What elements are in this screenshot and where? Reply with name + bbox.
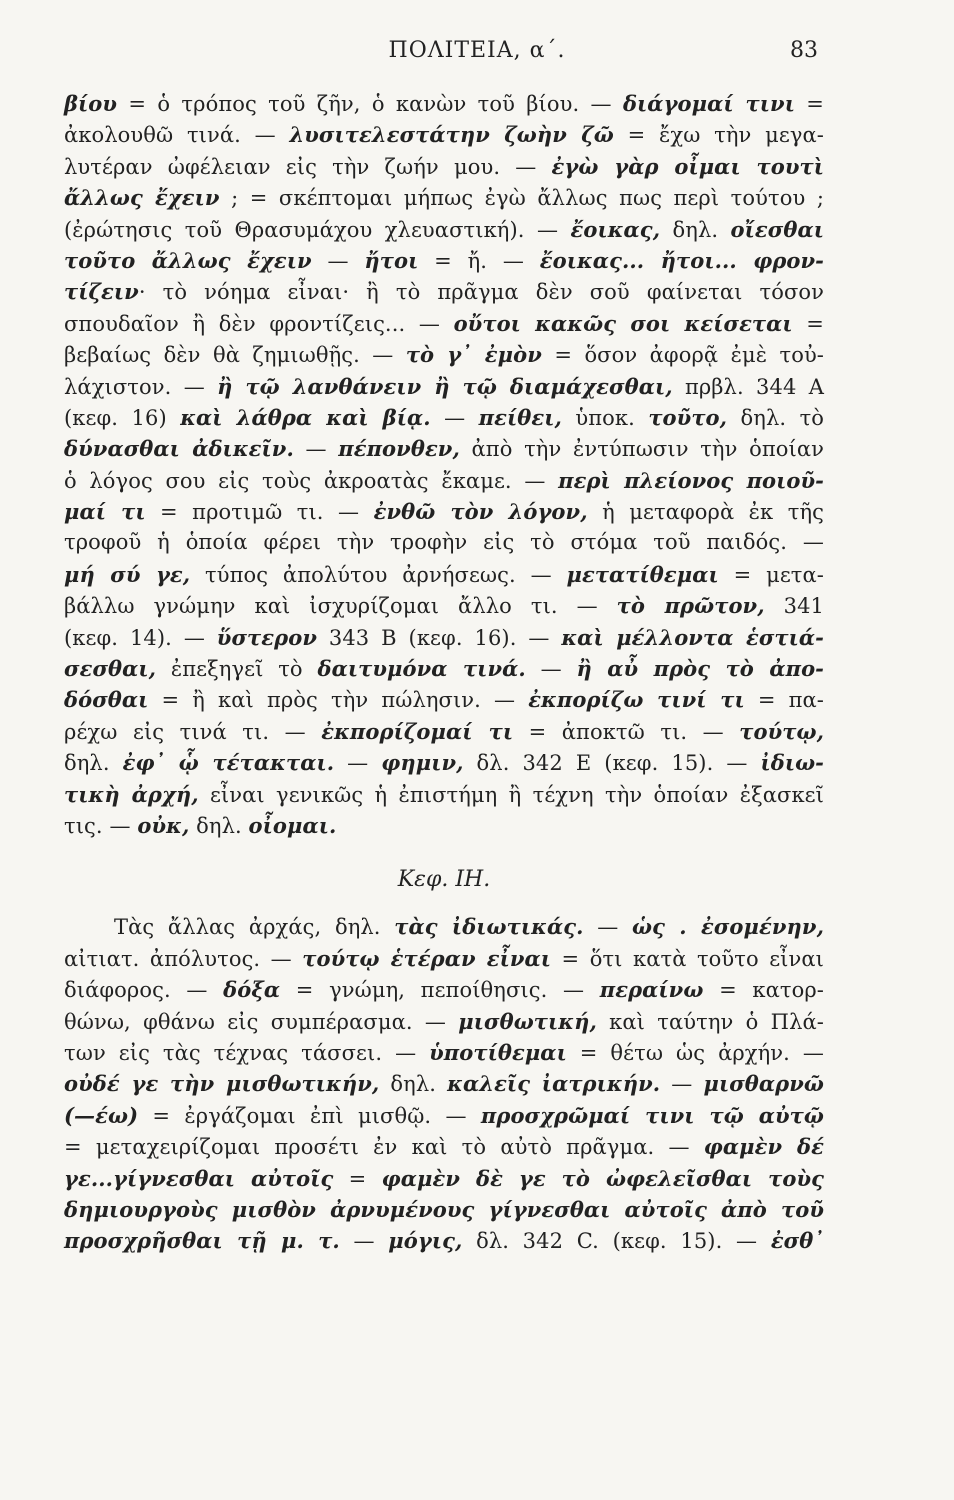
gloss-text: αἰτιατ. ἀπόλυτος. — [64, 946, 303, 971]
chapter-heading: Κεφ. ΙΗ. [397, 867, 491, 893]
gloss-text: εἶναι γενικῶς ἡ ἐπιστήμη ἢ τέχνη τὴν ὁποίαν ἐξασκεῖ [198, 782, 824, 807]
text-line [64, 559, 824, 590]
text-line [64, 747, 824, 778]
lemma-text: ἔοικας, [570, 216, 661, 242]
lemma-text: περαίνω [599, 977, 704, 1003]
gloss-text: δηλ. [379, 1072, 448, 1097]
text-line [64, 810, 824, 841]
lemma-text: ἐνθῶ τὸν λόγον, [373, 499, 588, 525]
text-line [64, 402, 824, 433]
gloss-text: Τὰς ἄλλας ἀρχάς, δηλ. [114, 915, 395, 940]
text-line [64, 465, 824, 496]
lemma-text: μαί τι [64, 499, 146, 525]
gloss-text: ὁ λόγος σου εἰς τοὺς ἀκροατὰς ἔκαμε. — [64, 468, 559, 493]
lemma-text: καὶ μέλλοντα ἑστιά- [561, 624, 824, 650]
lemma-text: τίζειν [64, 279, 139, 305]
lemma-text: ἐσθ᾽ [770, 1228, 824, 1254]
gloss-text: = ἀποκτῶ τι. — [513, 719, 740, 744]
gloss-text: = γνώμη, πεποίθησις. — [280, 978, 600, 1003]
lemma-text: ἐφ᾽ ᾧ τέτακται. [122, 750, 335, 776]
gloss-text: — [525, 657, 577, 682]
text-line [64, 1068, 824, 1099]
lemma-text: προσχρῶμαί τινι τῷ αὐτῷ [480, 1102, 824, 1128]
lemma-text: τὰς ἰδιωτικάς. [394, 914, 584, 940]
gloss-text: τύπος ἀπολύτου ἀρνήσεως. — [190, 562, 567, 587]
gloss-text: τροφοῦ ἡ ὁποία φέρει τὴν τροφὴν εἰς τὸ στόμα τοῦ παιδός. — [64, 530, 824, 555]
gloss-text: ἡ μεταφορὰ ἐκ τῆς [587, 500, 824, 525]
gloss-text: = ἐργάζομαι ἐπὶ μισθῷ. — [138, 1103, 481, 1128]
lemma-text: ὑποτίθεμαι [429, 1039, 567, 1065]
gloss-text: δηλ. τὸ [727, 405, 825, 430]
lemma-text: διάγομαί τινι [622, 91, 795, 116]
gloss-text: διάφορος. — [64, 978, 224, 1003]
gloss-text: (κεφ. 16) [64, 405, 181, 430]
lemma-text: πέπονθεν, [338, 436, 460, 462]
gloss-text: δλ. 342 C. (κεφ. 15). — [462, 1229, 771, 1254]
lemma-text: μή σύ γε, [64, 561, 191, 587]
gloss-text: 341 [764, 594, 824, 619]
lemma-text: δαιτυμόνα τινά. [317, 656, 526, 682]
lemma-text: δόξα [223, 977, 281, 1003]
lemma-text: ἢ αὖ πρὸς τὸ ἀπο- [576, 656, 824, 682]
gloss-text: ἀπὸ τὴν ἐντύπωσιν τὴν ὁποίαν [459, 437, 824, 462]
lemma-text: (—έω) [64, 1102, 139, 1128]
lemma-text: ἄλλως ἔχειν [64, 185, 220, 211]
gloss-text: = μεταχειρίζομαι προσέτι ἐν καὶ τὸ αὐτὸ πρᾶγμα. — [64, 1135, 704, 1160]
page-header [0, 34, 954, 74]
gloss-text: δηλ. [660, 217, 731, 242]
lemma-text: τοῦτο, [648, 404, 728, 430]
lemma-text: ὡς . ἐσομένην, [631, 914, 824, 940]
gloss-text: βεβαίως δὲν θὰ ζημιωθῇς. — [64, 343, 406, 368]
lemma-text: οἴεσθαι [730, 216, 824, 242]
text-line [64, 433, 824, 464]
lemma-text: περὶ πλείονος ποιοῦ- [558, 467, 824, 493]
lemma-text: καλεῖς ἰατρικήν. [447, 1071, 661, 1097]
lemma-text: οἶομαι. [248, 812, 337, 838]
gloss-text: σπουδαῖον ἢ δὲν φροντίζεις... — [64, 311, 454, 336]
lemma-text: οὐκ, [137, 812, 190, 838]
gloss-text: ἀκολουθῶ τινά. — [64, 123, 290, 148]
gloss-text: πρβλ. 344 A [672, 374, 824, 399]
lemma-text: ἐκπορίζομαί τι [321, 718, 514, 744]
lemma-text: τοῦτο ἄλλως ἔχειν [64, 247, 312, 273]
lemma-text: ἐκπορίζω τινί τι [528, 687, 745, 713]
gloss-text: — [583, 915, 632, 940]
gloss-text: — [430, 405, 479, 430]
gloss-text: καὶ ταύτην ὁ Πλά- [596, 1009, 824, 1034]
text-line [64, 339, 824, 370]
gloss-text: = κατορ- [703, 978, 825, 1003]
text-line [64, 1006, 824, 1037]
gloss-text: = μετα- [718, 562, 824, 587]
text-line [64, 684, 824, 715]
gloss-text: δηλ. [64, 751, 123, 776]
page-number: 83 [790, 38, 818, 63]
lemma-text: δύνασθαι ἀδικεῖν. [64, 436, 294, 462]
gloss-text: · τὸ νόημα εἶναι· ἢ τὸ πρᾶγμα δὲν σοῦ φαίνεται τόσον [138, 280, 824, 305]
gloss-text: = ἤ. — [418, 248, 540, 273]
lemma-text: τούτῳ, [739, 718, 825, 744]
gloss-text: δλ. 342 E (κεφ. 15). — [463, 751, 761, 776]
text-line [64, 308, 824, 339]
lemma-text: οὐδέ γε τὴν μισθωτικήν, [64, 1071, 380, 1097]
lemma-text: γε...γίγνεσθαι αὐτοῖς [64, 1165, 334, 1191]
lemma-text: οὔτοι κακῶς σοι κείσεται [453, 310, 793, 336]
running-title: ΠΟΛΙΤΕΙΑ, α΄. [388, 38, 566, 63]
gloss-text: = πα- [744, 688, 824, 713]
text-line [64, 1037, 824, 1068]
text-line [64, 496, 824, 527]
text-line [64, 371, 824, 402]
lemma-text: δημιουργοὺς μισθὸν ἀρνυμένους γίγνεσθαι αὐτοῖς ἀπὸ τοῦ [64, 1196, 824, 1222]
text-line [64, 527, 824, 558]
gloss-text: θώνω, φθάνω εἰς συμπέρασμα. — [64, 1009, 459, 1034]
lemma-text: ἔοικας... ἤτοι... φρον- [539, 247, 824, 273]
gloss-text: = [795, 92, 824, 116]
lemma-text: σεσθαι, [64, 656, 157, 682]
text-line [64, 1163, 824, 1194]
lemma-text: τούτῳ ἑτέραν εἶναι [302, 945, 552, 971]
gloss-text: = ὁ τρόπος τοῦ ζῆν, ὁ κανὼν τοῦ βίου. — [117, 92, 623, 116]
gloss-text: (ἐρώτησις τοῦ Θρασυμάχου χλευαστική). — [64, 217, 571, 242]
gloss-text: = ὅσον ἀφορᾷ ἐμὲ τοὐ- [541, 343, 825, 368]
text-line [64, 182, 824, 213]
commentary-block-2 [64, 911, 824, 1256]
gloss-text: ; = σκέπτομαι μήπως ἐγὼ ἄλλως πως περὶ τούτου ; [219, 186, 824, 211]
gloss-text: = θέτω ὡς ἀρχήν. — [566, 1040, 824, 1065]
lemma-text: βίου [64, 91, 118, 116]
lemma-text: φαμὲν δὲ γε τὸ ὠφελεῖσθαι τοὺς [381, 1165, 825, 1191]
text-line [64, 151, 824, 182]
text-line [64, 1194, 824, 1225]
gloss-text: — [311, 248, 365, 273]
gloss-text: βάλλω γνώμην καὶ ἰσχυρίζομαι ἄλλο τι. — [64, 594, 617, 619]
text-line [64, 622, 824, 653]
gloss-text: ἐπεξηγεῖ τὸ [156, 657, 318, 682]
lemma-text: ἢ τῷ λανθάνειν ἢ τῷ διαμάχεσθαι, [217, 373, 673, 399]
lemma-text: τὸ γ᾽ ἐμὸν [405, 342, 542, 368]
gloss-text: = ἢ καὶ πρὸς τὴν πώλησιν. — [148, 688, 529, 713]
gloss-text: — [334, 751, 382, 776]
gloss-text: = ὅτι κατὰ τοῦτο εἶναι [551, 946, 824, 971]
text-line [64, 590, 824, 621]
gloss-text: ρέχω εἰς τινά τι. — [64, 719, 322, 744]
lemma-text: ὕστερον [216, 624, 317, 650]
lemma-text: ἰδιω- [760, 750, 824, 776]
commentary-block-1 [64, 88, 824, 841]
text-line [64, 716, 824, 747]
text-line [64, 214, 824, 245]
text-line [64, 911, 824, 942]
gloss-text: 343 B (κεφ. 16). — [317, 625, 562, 650]
text-line [64, 119, 824, 150]
lemma-text: δόσθαι [64, 687, 149, 713]
lemma-text: καὶ λάθρα καὶ βίᾳ. [180, 404, 431, 430]
gloss-text: δηλ. [189, 813, 249, 838]
text-line [64, 1100, 824, 1131]
text-line [64, 1225, 824, 1256]
gloss-text: = προτιμῶ τι. — [145, 500, 374, 525]
text-line [64, 276, 824, 307]
lemma-text: μετατίθεμαι [566, 561, 719, 587]
gloss-text: τις. — [64, 813, 138, 838]
text-line [64, 88, 824, 119]
lemma-text: τὸ πρῶτον, [616, 593, 765, 619]
gloss-text: — [339, 1229, 389, 1254]
text-line [64, 653, 824, 684]
gloss-text: λάχιστον. — [64, 374, 218, 399]
text-line [64, 943, 824, 974]
gloss-text: = [792, 311, 824, 336]
lemma-text: τικὴ ἀρχή, [64, 781, 199, 807]
gloss-text: — [660, 1072, 704, 1097]
gloss-text: = [333, 1166, 382, 1191]
lemma-text: μόγις, [388, 1228, 463, 1254]
lemma-text: μισθαρνῶ [703, 1071, 824, 1097]
gloss-text: λυτέραν ὠφέλειαν εἰς τὴν ζωήν μου. — [64, 154, 552, 179]
text-line [64, 245, 824, 276]
lemma-text: προσχρῆσθαι τῇ μ. τ. [64, 1228, 340, 1254]
gloss-text: των εἰς τὰς τέχνας τάσσει. — [64, 1040, 430, 1065]
text-line [64, 974, 824, 1005]
lemma-text: ἐγὼ γὰρ οἶμαι τουτὶ [551, 153, 825, 179]
lemma-text: μισθωτική, [458, 1008, 597, 1034]
gloss-text: = ἔχω τὴν μεγα- [613, 123, 824, 148]
gloss-text: ὑποκ. [561, 405, 649, 430]
gloss-text: (κεφ. 14). — [64, 625, 217, 650]
lemma-text: φαμὲν δέ [703, 1134, 824, 1160]
gloss-text: — [293, 437, 339, 462]
lemma-text: ἤτοι [364, 247, 419, 273]
lemma-text: φημιν, [381, 750, 464, 776]
lemma-text: πείθει, [478, 404, 562, 430]
lemma-text: λυσιτελεστάτην ζωὴν ζῶ [289, 122, 614, 148]
body-text [64, 88, 824, 1257]
text-line [64, 1131, 824, 1162]
text-line [64, 779, 824, 810]
